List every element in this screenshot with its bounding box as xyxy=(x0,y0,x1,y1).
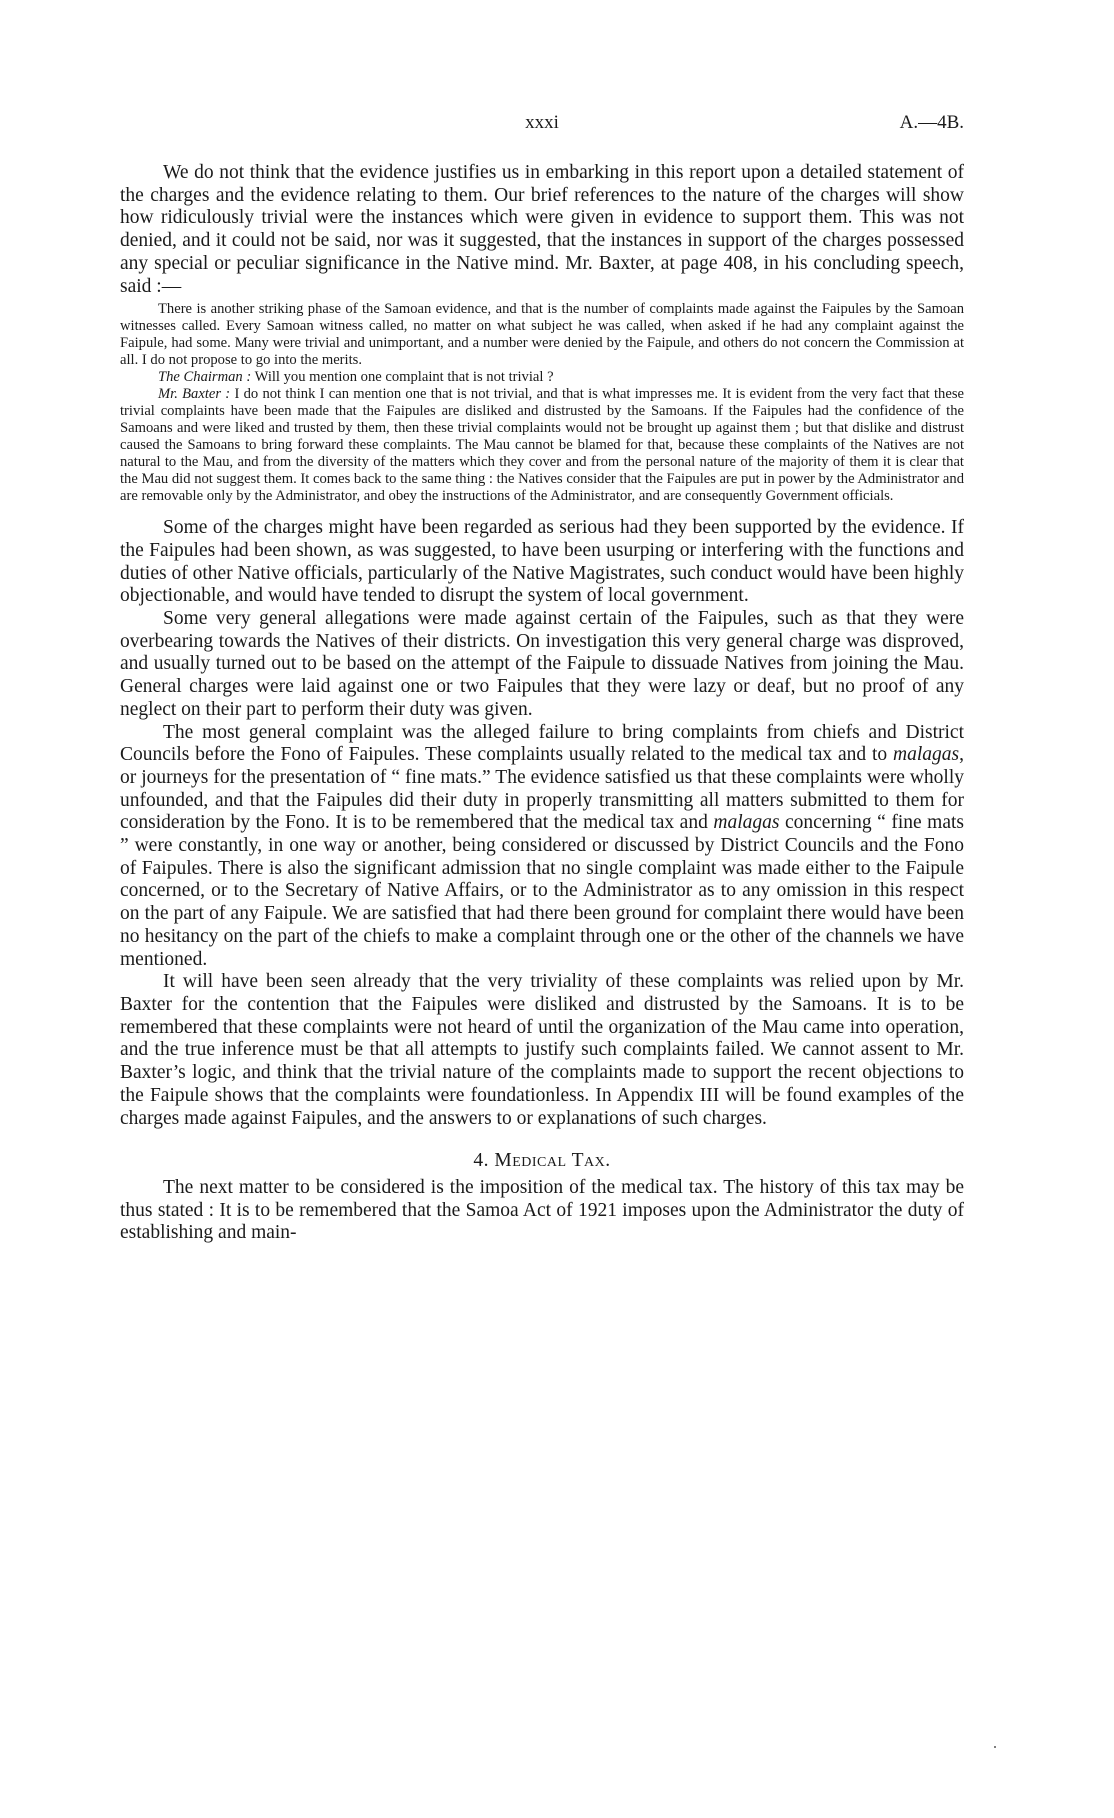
paragraph-general-allegations: Some very general allegations were made against certain of the Faipules, such as that they were overbearing towards the Natives of their districts. On investigation this very general charge was disproved, and usually turned out to be based on the attempt of the Faipule to dissuade Natives from joining the Mau. General charges were laid against one or two Faipules that they were lazy or deaf, but no proof of any neglect on their part to perform their duty was given. xyxy=(120,608,964,720)
document-reference: A.—4B. xyxy=(899,112,964,133)
quote-text: Will you mention one complaint that is not trivial ? xyxy=(251,369,554,386)
quote-paragraph xyxy=(120,369,964,386)
paragraph-evidence-statement: We do not think that the evidence justifies us in embarking in this report upon a detailed statement of the charges and the evidence relating to them. Our brief references to the nature of the charges will show how ridiculously trivial were the instances which were given in evidence to support them. This was not denied, and it could not be said, nor was it suggested, that the instances in support of the charges possessed any special or peculiar significance in the Native mind. Mr. Baxter, at page 408, in his concluding speech, said :— xyxy=(120,162,964,297)
scan-speck xyxy=(994,1746,996,1748)
quote-paragraph: There is another striking phase of the Samoan evidence, and that is the number of complaints made against the Faipules by the Samoan witnesses called. Every Samoan witness called, no matter on what subject he was called, when asked if he had any complaint against the Faipule, had some. Many were trivial and unimportant, and a number were denied by the Faipule, and others do not concern the Commission at all. I do not propose to go into the merits. xyxy=(120,301,964,369)
quote-speaker: The Chairman : xyxy=(158,369,252,386)
paragraph-serious-charges: Some of the charges might have been regarded as serious had they been supported by the evidence. If the Faipules had been shown, as was suggested, to have been usurping or interfering with the functions and duties of other Native officials, particularly of the Native Magistrates, such conduct would have been highly objectionable, and would have tended to disrupt the system of local government. xyxy=(120,517,964,607)
section-number: 4. xyxy=(473,1150,490,1172)
paragraph-triviality: It will have been seen already that the very triviality of these complaints was relied upon by Mr. Baxter for the contention that the Faipules were disliked and distrusted by the Samoans. It is to be remembered that these complaints were not heard of until the organization of the Mau came into operation, and the true inference must be that all attempts to justify such complaints failed. We cannot assent to Mr. Baxter’s logic, and think that the trivial nature of the complaints made to support the recent objections to the Faipule shows that the complaints were foundationless. In Appendix III will be found examples of the charges made against Faipules, and the answers to or explanations of such charges. xyxy=(120,971,964,1129)
page-number: xxxi xyxy=(525,112,559,133)
quote-paragraph xyxy=(120,386,964,505)
paragraph-medical-tax: The next matter to be considered is the imposition of the medical tax. The history of this tax may be thus stated : It is to be remembered that the Samoa Act of 1921 imposes upon the Administrator the duty of establishing and main- xyxy=(120,1176,964,1244)
block-quote-baxter xyxy=(120,301,964,505)
quote-text: I do not think I can mention one that is not trivial, and that is what impresses me. It is evident from the very fact that these trivial complaints have been made that the Faipules are disliked and distrusted by the Samoans. If the Faipules had the confidence of the Samoans and were liked and trusted by them, then these trivial complaints would not be brought up against them ; but that dislike and distrust caused the Samoans to bring forward these complaints. The Mau cannot be blamed for that, because these complaints of the Natives are not natural to the Mau, and from the diversity of the matters which they cover and from the personal nature of the majority of them it is clear that the Mau did not suggest them. It comes back to the same thing : the Natives consider that the Faipules are put in power by the Administrator and are removable only by the Administrator, and obey the instructions of the Administrator, and are consequently Government officials. xyxy=(120,386,964,505)
paragraph-general-complaint xyxy=(120,722,964,972)
page-header xyxy=(120,112,964,142)
italic-term: malagas xyxy=(893,744,960,766)
quote-speaker: Mr. Baxter : xyxy=(158,386,231,403)
text-run: The most general complaint was the alleged failure to bring complaints from chiefs and District Councils before the Fono of Faipules. These complaints usually related to the medical tax and to xyxy=(120,721,964,766)
italic-term: malagas xyxy=(713,812,780,834)
section-heading xyxy=(120,1150,964,1173)
document-body xyxy=(120,162,964,1245)
text-run: , or journeys for the presentation of “ fine mats.” The evidence satisfied us that these complaints were wholly unfounded, and that the Faipules did their duty in properly transmitting all matters submitted to them for consideration by the Fono. It is to be remembered that the medical tax and xyxy=(120,744,964,834)
section-title: Medical Tax. xyxy=(494,1150,611,1172)
text-run: concerning “ fine mats ” were constantly, in one way or another, being considered or discussed by District Councils and the Fono of Faipules. There is also the significant admission that no single complaint was made either to the Faipule concerned, or to the Secretary of Native Affairs, or to the Administrator as to any omission in this respect on the part of any Faipule. We are satisfied that had there been ground for complaint there would have been no hesitancy on the part of the chiefs to make a complaint through one or the other of the channels we have mentioned. xyxy=(120,812,964,970)
